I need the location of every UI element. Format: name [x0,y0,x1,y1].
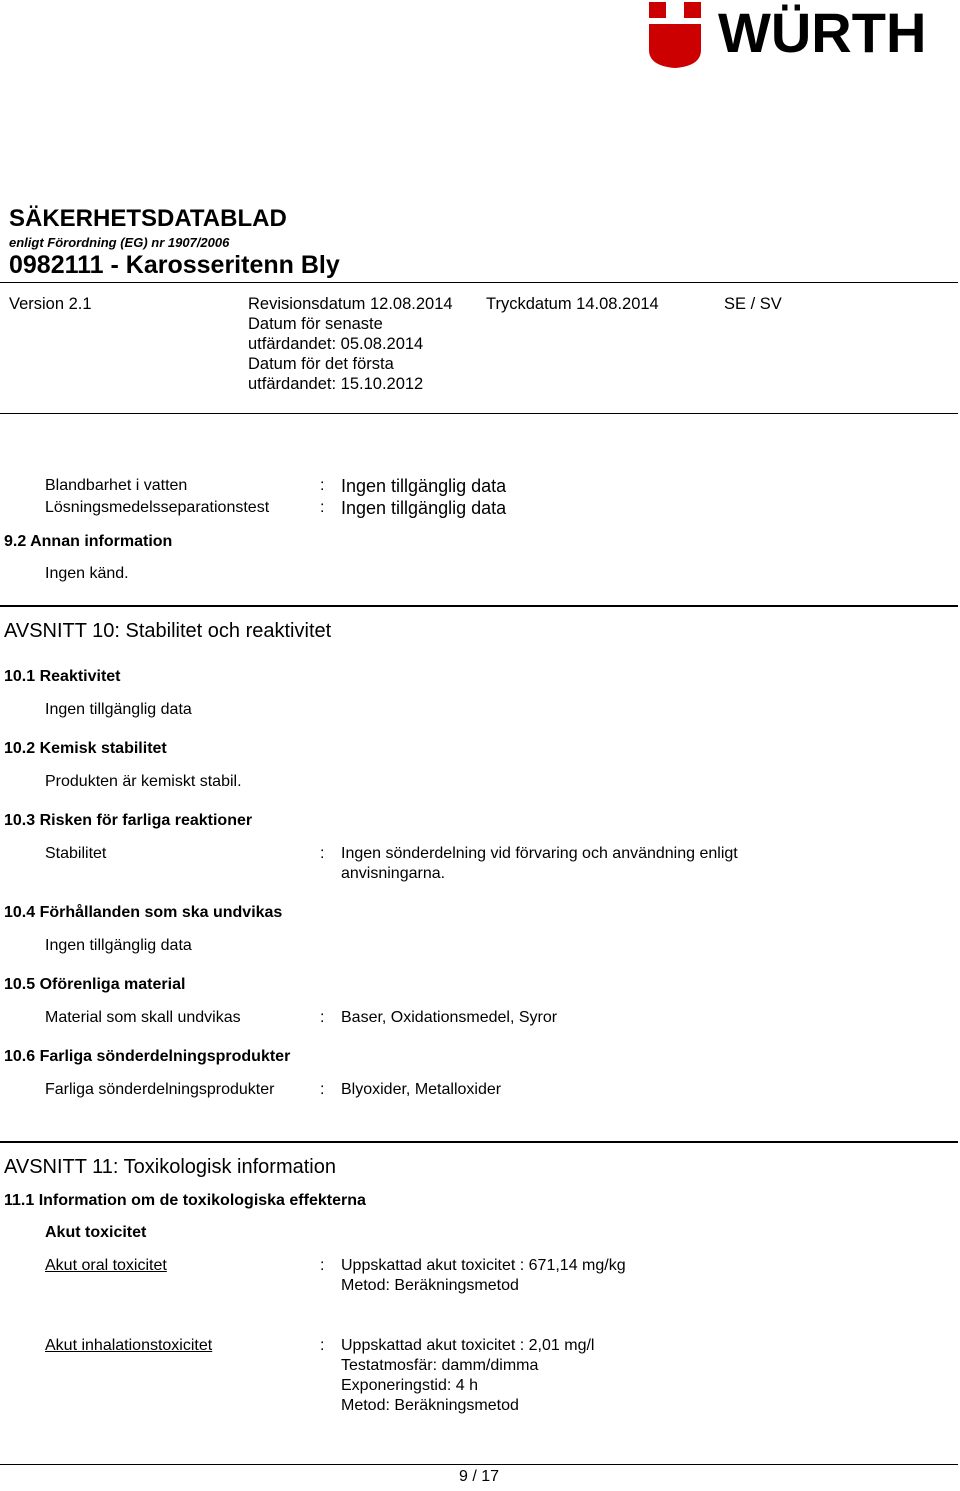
revision-line: Revisionsdatum 12.08.2014 [248,295,453,313]
page-number: 9 / 17 [458,1468,500,1485]
revision-line: utfärdandet: 15.10.2012 [248,375,424,393]
value-miscibility: Ingen tillgänglig data [341,476,507,496]
subsection-10-6: 10.6 Farliga sönderdelningsprodukter [4,1048,291,1065]
print-date: Tryckdatum 14.08.2014 [486,295,659,313]
label-stability: Stabilitet [45,845,107,862]
colon: : [320,845,325,862]
text-10-1: Ingen tillgänglig data [45,701,192,718]
regulation-subtitle: enligt Förordning (EG) nr 1907/2006 [9,235,230,250]
header-divider-top [0,282,958,283]
value-oral-toxicity [341,1256,626,1296]
brand-wordmark: WÜRTH [718,1,927,64]
footer-divider [0,1464,958,1465]
subsection-10-5: 10.5 Oförenliga material [4,976,186,993]
subsection-9-2: 9.2 Annan information [4,533,173,550]
value-line: Uppskattad akut toxicitet : 2,01 mg/l [341,1337,595,1354]
text-9-2: Ingen känd. [45,565,129,582]
subsection-10-1: 10.1 Reaktivitet [4,668,121,685]
colon: : [320,1257,325,1274]
subsection-11-1: 11.1 Information om de toxikologiska effekterna [4,1192,366,1209]
value-stability [341,844,738,884]
acute-toxicity-heading: Akut toxicitet [45,1224,147,1241]
value-decomposition: Blyoxider, Metalloxider [341,1081,502,1098]
document-title: SÄKERHETSDATABLAD [9,205,287,232]
section-11-divider [0,1141,958,1143]
value-incompatible: Baser, Oxidationsmedel, Syror [341,1009,558,1026]
label-oral-toxicity: Akut oral toxicitet [45,1257,167,1274]
value-line: Uppskattad akut toxicitet : 671,14 mg/kg [341,1257,626,1274]
value-solvent-separation: Ingen tillgänglig data [341,498,507,518]
label-solvent-separation: Lösningsmedelsseparationstest [45,499,270,516]
label-miscibility: Blandbarhet i vatten [45,477,188,494]
colon: : [320,1337,325,1354]
section-10-title: AVSNITT 10: Stabilitet och reaktivitet [4,620,332,642]
colon: : [320,477,325,494]
colon: : [320,1009,325,1026]
text-10-4: Ingen tillgänglig data [45,937,192,954]
value-line: Metod: Beräkningsmetod [341,1277,519,1294]
country-language: SE / SV [724,295,782,313]
value-line: Metod: Beräkningsmetod [341,1397,519,1414]
label-decomposition: Farliga sönderdelningsprodukter [45,1081,275,1098]
revision-line: utfärdandet: 05.08.2014 [248,335,424,353]
label-inhalation-toxicity: Akut inhalationstoxicitet [45,1337,213,1354]
value-line: anvisningarna. [341,865,446,882]
section-10-divider [0,605,958,607]
text-10-2: Produkten är kemiskt stabil. [45,773,242,790]
label-incompatible: Material som skall undvikas [45,1009,241,1026]
subsection-10-3: 10.3 Risken för farliga reaktioner [4,812,253,829]
colon: : [320,499,325,516]
revision-block [248,294,453,394]
subsection-10-2: 10.2 Kemisk stabilitet [4,740,167,757]
version: Version 2.1 [9,295,92,313]
value-inhalation-toxicity [341,1336,594,1416]
value-line: Ingen sönderdelning vid förvaring och användning enligt [341,845,738,862]
revision-line: Datum för senaste [248,315,383,333]
colon: : [320,1081,325,1098]
header-divider-bottom [0,413,958,414]
section-11-title: AVSNITT 11: Toxikologisk information [4,1156,336,1178]
revision-line: Datum för det första [248,355,394,373]
value-line: Testatmosfär: damm/dimma [341,1357,539,1374]
wurth-logo [646,0,958,70]
value-line: Exponeringstid: 4 h [341,1377,478,1394]
product-title: 0982111 - Karosseritenn Bly [9,251,340,279]
subsection-10-4: 10.4 Förhållanden som ska undvikas [4,904,283,921]
